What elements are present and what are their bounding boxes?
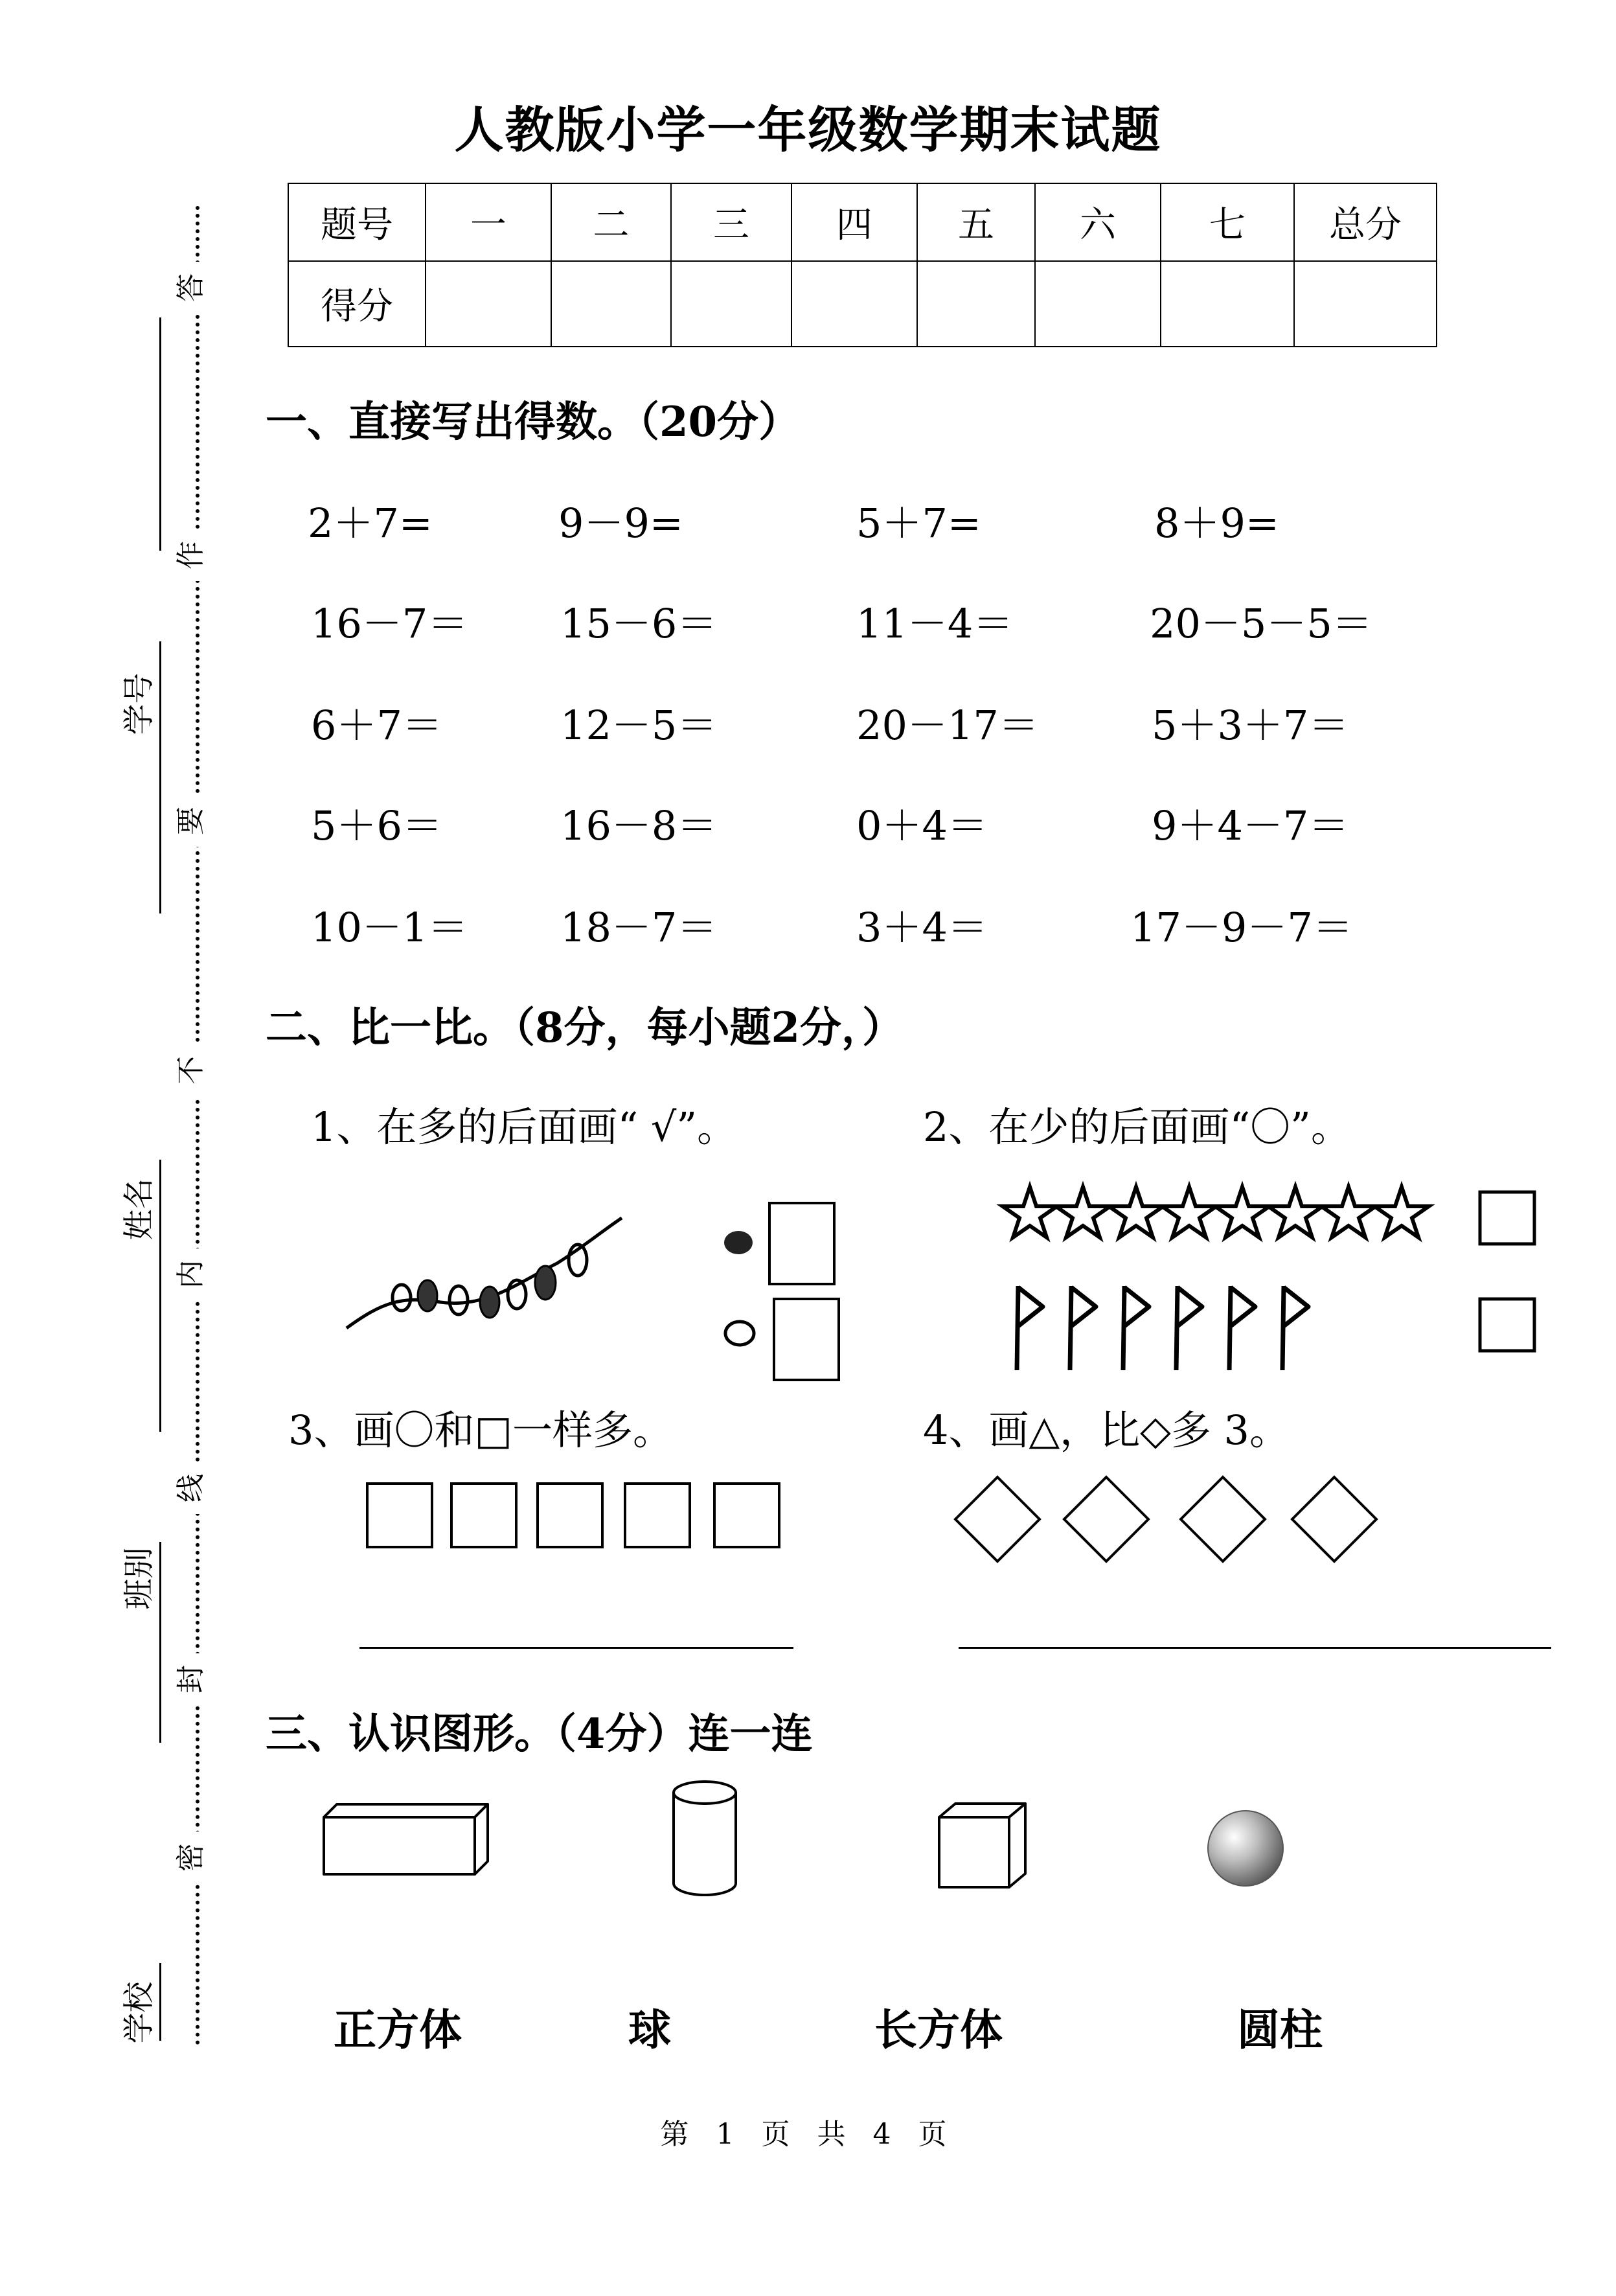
answer-box[interactable] — [769, 1203, 834, 1284]
margin-label-student-id: 学号 — [120, 672, 157, 735]
page-title: 人教版小学一年级数学期末试题 — [454, 101, 1162, 159]
answer-box[interactable] — [1480, 1192, 1534, 1244]
square-shape — [538, 1484, 602, 1547]
diamond-shape — [955, 1477, 1040, 1561]
seal-dotted-line — [196, 206, 199, 2046]
section3-heading: 三、认识图形。（4分）连一连 — [266, 1710, 813, 1758]
equation: 9－9= — [558, 499, 683, 547]
equation: 15－6＝ — [560, 600, 718, 647]
equation: 18－7＝ — [560, 904, 718, 951]
square-shape — [625, 1484, 690, 1547]
equation: 5＋3＋7＝ — [1152, 702, 1349, 749]
binding-line — [159, 641, 161, 913]
table-header-cell: 六 — [1035, 183, 1161, 261]
equation: 5＋6＝ — [311, 802, 442, 849]
bead-solid — [480, 1287, 499, 1318]
seal-char: 作 — [167, 529, 209, 581]
diamond-shape — [1064, 1477, 1148, 1561]
star-icon — [1056, 1187, 1110, 1237]
seal-char: 线 — [167, 1462, 209, 1514]
equation: 16－8＝ — [560, 802, 718, 849]
score-cell[interactable] — [671, 261, 791, 347]
shape-label: 正方体 — [334, 2004, 462, 2055]
seal-char: 封 — [167, 1653, 209, 1705]
equation: 10－1＝ — [311, 904, 468, 951]
star-icon — [1109, 1187, 1163, 1237]
table-header-cell: 七 — [1161, 183, 1294, 261]
table-header-cell: 二 — [551, 183, 671, 261]
beads-illustration — [343, 1205, 628, 1348]
equation: 20－5－5＝ — [1150, 600, 1372, 647]
binding-line — [159, 1542, 161, 1743]
equation: 12－5＝ — [560, 702, 718, 749]
seal-char: 内 — [167, 1248, 209, 1300]
square-shape — [451, 1484, 516, 1547]
shape-label: 球 — [628, 2004, 671, 2055]
star-icon — [1215, 1187, 1269, 1237]
table-header-cell: 四 — [791, 183, 917, 261]
equation: 16－7＝ — [311, 600, 468, 647]
equation: 6＋7＝ — [311, 702, 442, 749]
seal-char: 答 — [167, 262, 209, 314]
diamonds-row — [952, 1474, 1393, 1571]
bead-answer-area — [712, 1195, 842, 1390]
star-icon — [1268, 1187, 1323, 1237]
diamond-shape — [1181, 1477, 1265, 1561]
stars-row — [1004, 1179, 1451, 1250]
square-shape — [367, 1484, 432, 1547]
score-table-score-row — [288, 261, 1437, 347]
compare-answer-area — [1477, 1189, 1542, 1357]
bead-solid — [535, 1266, 556, 1300]
score-cell[interactable] — [917, 261, 1035, 347]
equation: 20－17＝ — [856, 702, 1039, 749]
star-icon — [1374, 1187, 1429, 1237]
answer-line-q4[interactable] — [959, 1647, 1551, 1649]
table-header-cell: 三 — [671, 183, 791, 261]
star-icon — [1321, 1187, 1376, 1237]
equation: 11－4＝ — [856, 600, 1014, 647]
binding-line — [159, 317, 161, 551]
question-3: 3、画〇和□一样多。 — [288, 1406, 674, 1454]
cylinder-figure — [670, 1778, 742, 1901]
shape-label: 圆柱 — [1237, 2004, 1323, 2055]
margin-label-name: 姓名 — [120, 1178, 157, 1241]
equation: 8＋9= — [1154, 499, 1279, 547]
binding-line — [159, 1160, 161, 1432]
bead-hollow — [450, 1286, 468, 1314]
seal-char: 不 — [167, 1044, 209, 1096]
table-row-label: 得分 — [288, 261, 426, 347]
square-shape — [714, 1484, 779, 1547]
score-table-header-row — [288, 183, 1437, 261]
score-cell[interactable] — [791, 261, 917, 347]
equation: 3＋4＝ — [856, 904, 988, 951]
bead-solid — [418, 1280, 437, 1311]
star-icon — [1162, 1187, 1216, 1237]
score-cell[interactable] — [1035, 261, 1161, 347]
answer-box[interactable] — [1480, 1299, 1534, 1351]
bead-hollow — [393, 1285, 411, 1311]
solid-bead-icon — [724, 1231, 753, 1254]
cuboid-figure — [321, 1801, 495, 1879]
question-1: 1、在多的后面画“ √”。 — [311, 1103, 738, 1151]
section2-heading: 二、比一比。（8分，每小题2分，） — [266, 1004, 904, 1052]
page-footer: 第 1 页 共 4 页 — [660, 2118, 956, 2151]
score-cell[interactable] — [551, 261, 671, 347]
score-table — [288, 183, 1437, 347]
table-header-cell: 总分 — [1294, 183, 1437, 261]
score-cell[interactable] — [1294, 261, 1437, 347]
answer-box[interactable] — [774, 1299, 839, 1380]
margin-label-class: 班别 — [120, 1547, 157, 1610]
equation: 5＋7= — [856, 499, 981, 547]
star-icon — [1003, 1187, 1057, 1237]
seal-char: 密 — [167, 1831, 209, 1883]
flags-row — [1010, 1280, 1360, 1377]
flag-icon — [1229, 1286, 1255, 1370]
margin-label-school: 学校 — [120, 1981, 157, 2044]
flag-icon — [1282, 1286, 1308, 1370]
answer-line-q3[interactable] — [359, 1647, 793, 1649]
hollow-bead-icon — [725, 1322, 754, 1345]
equation: 9＋4－7＝ — [1152, 802, 1349, 849]
squares-row — [366, 1480, 787, 1552]
shape-label: 长方体 — [874, 2004, 1003, 2055]
seal-char: 要 — [167, 795, 209, 847]
flag-icon — [1070, 1286, 1096, 1370]
flag-icon — [1123, 1286, 1149, 1370]
equation: 0＋4＝ — [856, 802, 988, 849]
score-cell[interactable] — [1161, 261, 1294, 347]
cube-figure — [936, 1801, 1033, 1898]
question-2: 2、在少的后面画“〇”。 — [923, 1103, 1351, 1151]
table-header-cell: 五 — [917, 183, 1035, 261]
sphere-figure — [1205, 1808, 1289, 1892]
diamond-shape — [1292, 1477, 1376, 1561]
section1-heading: 一、直接写出得数。（20分） — [266, 398, 801, 446]
table-header-cell: 一 — [426, 183, 551, 261]
flag-icon — [1176, 1286, 1202, 1370]
score-cell[interactable] — [426, 261, 551, 347]
binding-line — [159, 1963, 161, 2041]
question-4: 4、画△，比◇多 3。 — [923, 1406, 1290, 1454]
flag-icon — [1017, 1286, 1043, 1370]
equation: 17－9－7＝ — [1130, 904, 1353, 951]
equation: 2＋7= — [308, 499, 433, 547]
table-header-cell: 题号 — [288, 183, 426, 261]
